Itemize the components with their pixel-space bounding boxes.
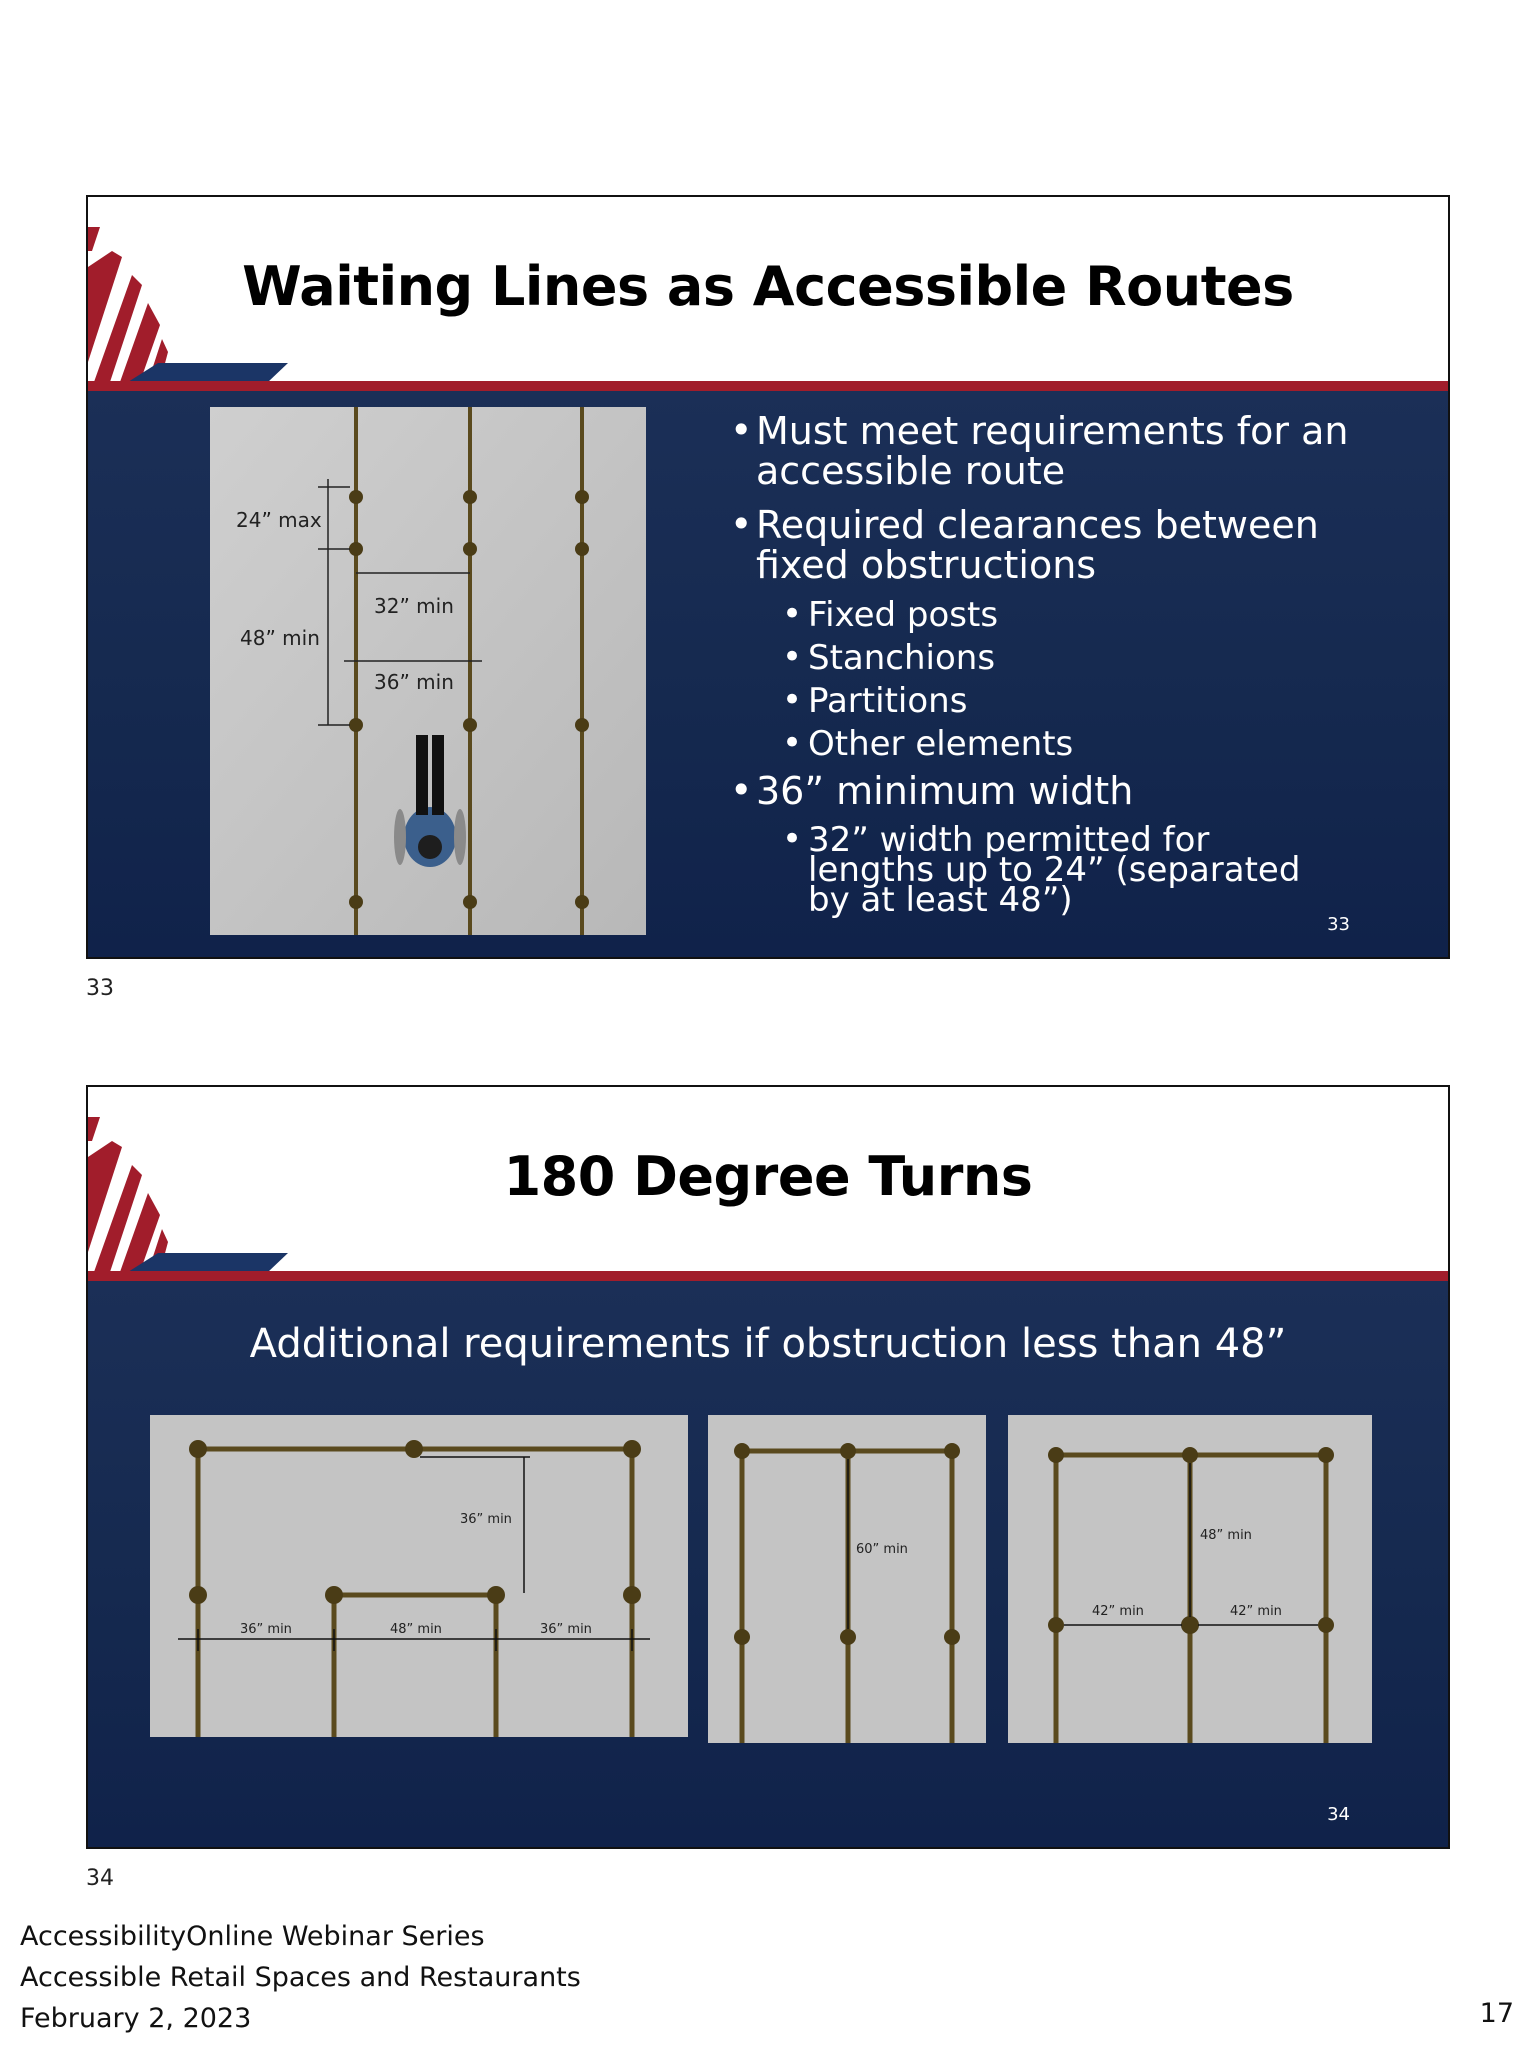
slide-33 [86,195,1450,959]
label-36-min: 36” min [374,670,454,694]
label-48-min: 48” min [240,626,320,650]
slide-header [88,1087,1448,1271]
slide-number: 33 [1327,914,1350,935]
bullet-36-min-width: • 36” minimum width [730,771,1370,811]
turn-diagram-2 [708,1415,986,1743]
label-36-min-right: 36” min [540,1622,592,1637]
slide-title: 180 Degree Turns [503,1145,1033,1208]
page-number: 17 [1479,1998,1514,2029]
footer-date: February 2, 2023 [20,2003,252,2034]
bullet-required-clearances: • Required clearances between fixed obstructions [730,505,1370,585]
red-divider [88,381,1448,391]
bullet-32-width: • 32” width permitted for lengths up to 24” (separated by at least 48”) [782,825,1328,915]
turn-diagram-3 [1008,1415,1372,1743]
slide-subtitle: Additional requirements if obstruction less than 48” [249,1321,1287,1367]
label-36-min-left: 36” min [240,1622,292,1637]
footer-webinar-title: Accessible Retail Spaces and Restaurants [20,1962,581,1993]
label-48-min-top: 48” min [1200,1528,1252,1543]
slide-body [88,1281,1448,1847]
bullet-fixed-posts: • Fixed posts [782,599,1370,631]
footer-series: AccessibilityOnline Webinar Series [20,1921,485,1952]
label-36-min-top: 36” min [460,1512,512,1527]
slide-34 [86,1085,1450,1849]
slide-header [88,197,1448,381]
bullet-partitions: • Partitions [782,685,1370,717]
label-42-min-right: 42” min [1230,1604,1282,1619]
slide-label-34: 34 [86,1866,114,1891]
slide-label-33: 33 [86,976,114,1001]
bullet-list [730,411,1370,926]
page-footer [20,1916,581,2039]
label-42-min-left: 42” min [1092,1604,1144,1619]
red-divider [88,1271,1448,1281]
slide-body [88,391,1448,957]
slide-title: Waiting Lines as Accessible Routes [242,255,1294,318]
label-48-min-middle: 48” min [390,1622,442,1637]
bullet-accessible-route: • Must meet requirements for an accessible route [730,411,1370,491]
bullet-stanchions: • Stanchions [782,642,1370,674]
label-60-min: 60” min [856,1542,908,1557]
slide-number: 34 [1327,1804,1350,1825]
turn-diagram-1 [150,1415,688,1737]
label-32-min: 32” min [374,594,454,618]
label-24-max: 24” max [236,508,322,532]
waiting-line-diagram [210,407,646,935]
bullet-other-elements: • Other elements [782,728,1370,760]
